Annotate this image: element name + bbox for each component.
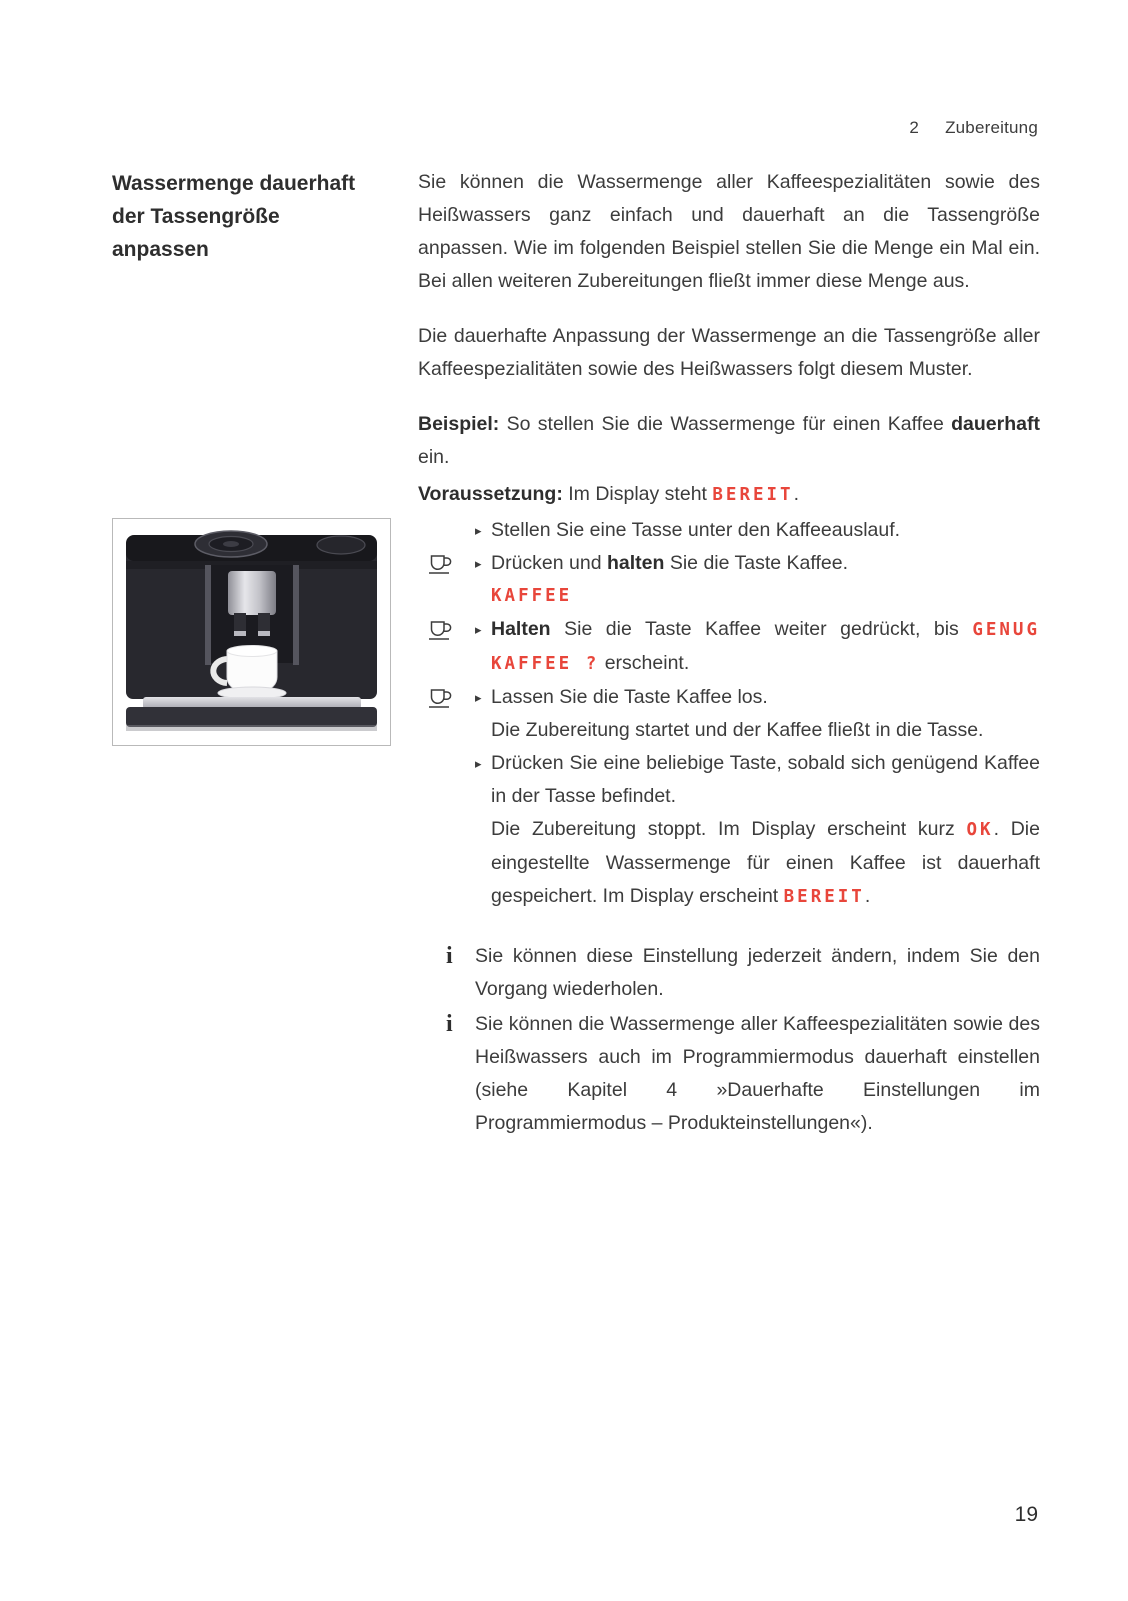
example-text-1: So stellen Sie die Wassermenge für einen Kaffee: [499, 413, 952, 435]
step-3: [418, 613, 1040, 681]
bean-container-dial: [195, 531, 267, 557]
example-text-2: ein.: [418, 446, 450, 468]
running-header: [909, 118, 1038, 138]
step-bullet-icon: ▸: [475, 622, 482, 637]
main-content: [418, 166, 1040, 1142]
step-2-text: Drücken und halten Sie die Taste Kaffee.: [491, 552, 848, 574]
section-heading-line-1: Wassermenge dauerhaft: [112, 172, 356, 195]
step-2: [418, 547, 1040, 613]
step-bullet-icon: ▸: [475, 756, 482, 771]
step-1-icon-cell: [418, 514, 475, 520]
step-4-subtext: Die Zubereitung startet und der Kaffee fließt in die Tasse.: [491, 719, 984, 741]
water-tank-lid: [317, 536, 365, 554]
coffee-cup-icon: [427, 687, 453, 710]
info-note-1-text: Sie können diese Einstellung jederzeit ändern, indem Sie den Vorgang wiederholen.: [475, 945, 1040, 1000]
section-heading-line-3: anpassen: [112, 238, 209, 261]
step-5-icon-cell: [418, 747, 475, 753]
section-heading-line-2: der Tassengröße: [112, 205, 280, 228]
intro-paragraph: Sie können die Wassermenge aller Kaffeespezialitäten sowie des Heißwassers ganz einfach und dauerhaft an die Tassengröße anpassen. Wie im folgenden Beispiel stellen Sie die Menge ein Mal ein. Bei allen weiteren Zubereitungen fließt immer diese Menge aus.: [418, 171, 1040, 292]
coffee-cup-icon: [427, 553, 453, 576]
info-note-2-text: Sie können die Wassermenge aller Kaffeespezialitäten sowie des Heißwassers auch im Programmiermodus dauerhaft einstellen (siehe Kapitel 4 »Dauerhafte Einstellungen im Programmiermodus – Produkteinstellungen«).: [475, 1013, 1040, 1134]
prerequisite-text-1: Im Display steht: [562, 483, 713, 505]
info-note-1: [418, 940, 1040, 1006]
step-4-text: Lassen Sie die Taste Kaffee los.: [491, 686, 768, 708]
page-number: 19: [1014, 1503, 1038, 1526]
chapter-title: Zubereitung: [945, 118, 1038, 137]
step-bullet-icon: ▸: [475, 690, 482, 705]
step-1-text: Stellen Sie eine Tasse unter den Kaffeeauslauf.: [491, 519, 901, 541]
step-4: [418, 681, 1040, 747]
step-5: [418, 747, 1040, 914]
display-text-bereit-2: BEREIT: [783, 887, 865, 907]
display-text-kaffee: KAFFEE: [491, 586, 573, 606]
info-icon: i: [446, 943, 453, 969]
prerequisite-text-2: .: [793, 483, 800, 505]
display-text-genug-kaffee: GENUG KAFFEE ?: [491, 620, 1040, 674]
chapter-number: 2: [909, 118, 920, 137]
info-note-list: [418, 940, 1040, 1140]
step-list: [418, 514, 1040, 914]
machine-base: [126, 707, 377, 727]
prerequisite-line: [418, 478, 1040, 512]
section-heading: [112, 167, 412, 266]
step-5-text: Drücken Sie eine beliebige Taste, sobald sich genügend Kaffee in der Tasse befindet.: [491, 752, 1040, 807]
coffee-machine-illustration: [113, 519, 390, 745]
step-bullet-icon: ▸: [475, 523, 482, 538]
example-bold-dauerhaft: dauerhaft: [951, 413, 1040, 435]
coffee-cup-icon: [427, 619, 453, 642]
info-note-2: [418, 1008, 1040, 1140]
coffee-machine-photo: [112, 518, 391, 746]
prerequisite-label: Voraussetzung:: [418, 483, 563, 505]
step-bullet-icon: ▸: [475, 556, 482, 571]
info-icon: i: [446, 1011, 453, 1037]
example-label: Beispiel:: [418, 413, 500, 435]
display-text-bereit: BEREIT: [712, 485, 794, 505]
display-text-ok: OK: [966, 820, 994, 840]
example-paragraph: [418, 408, 1040, 474]
step-5-subtext: Die Zubereitung stoppt. Im Display erscheint kurz OK. Die eingestellte Wassermenge für einen Kaffee ist dauerhaft gespeichert. Im Display erscheint BEREIT.: [491, 818, 1040, 907]
step-3-text: Halten Sie die Taste Kaffee weiter gedrückt, bis GENUG KAFFEE ? erscheint.: [491, 618, 1040, 674]
step-1: [418, 514, 1040, 547]
pattern-paragraph: Die dauerhafte Anpassung der Wassermenge an die Tassengröße aller Kaffeespezialitäten sowie des Heißwassers folgt diesem Muster.: [418, 325, 1040, 380]
